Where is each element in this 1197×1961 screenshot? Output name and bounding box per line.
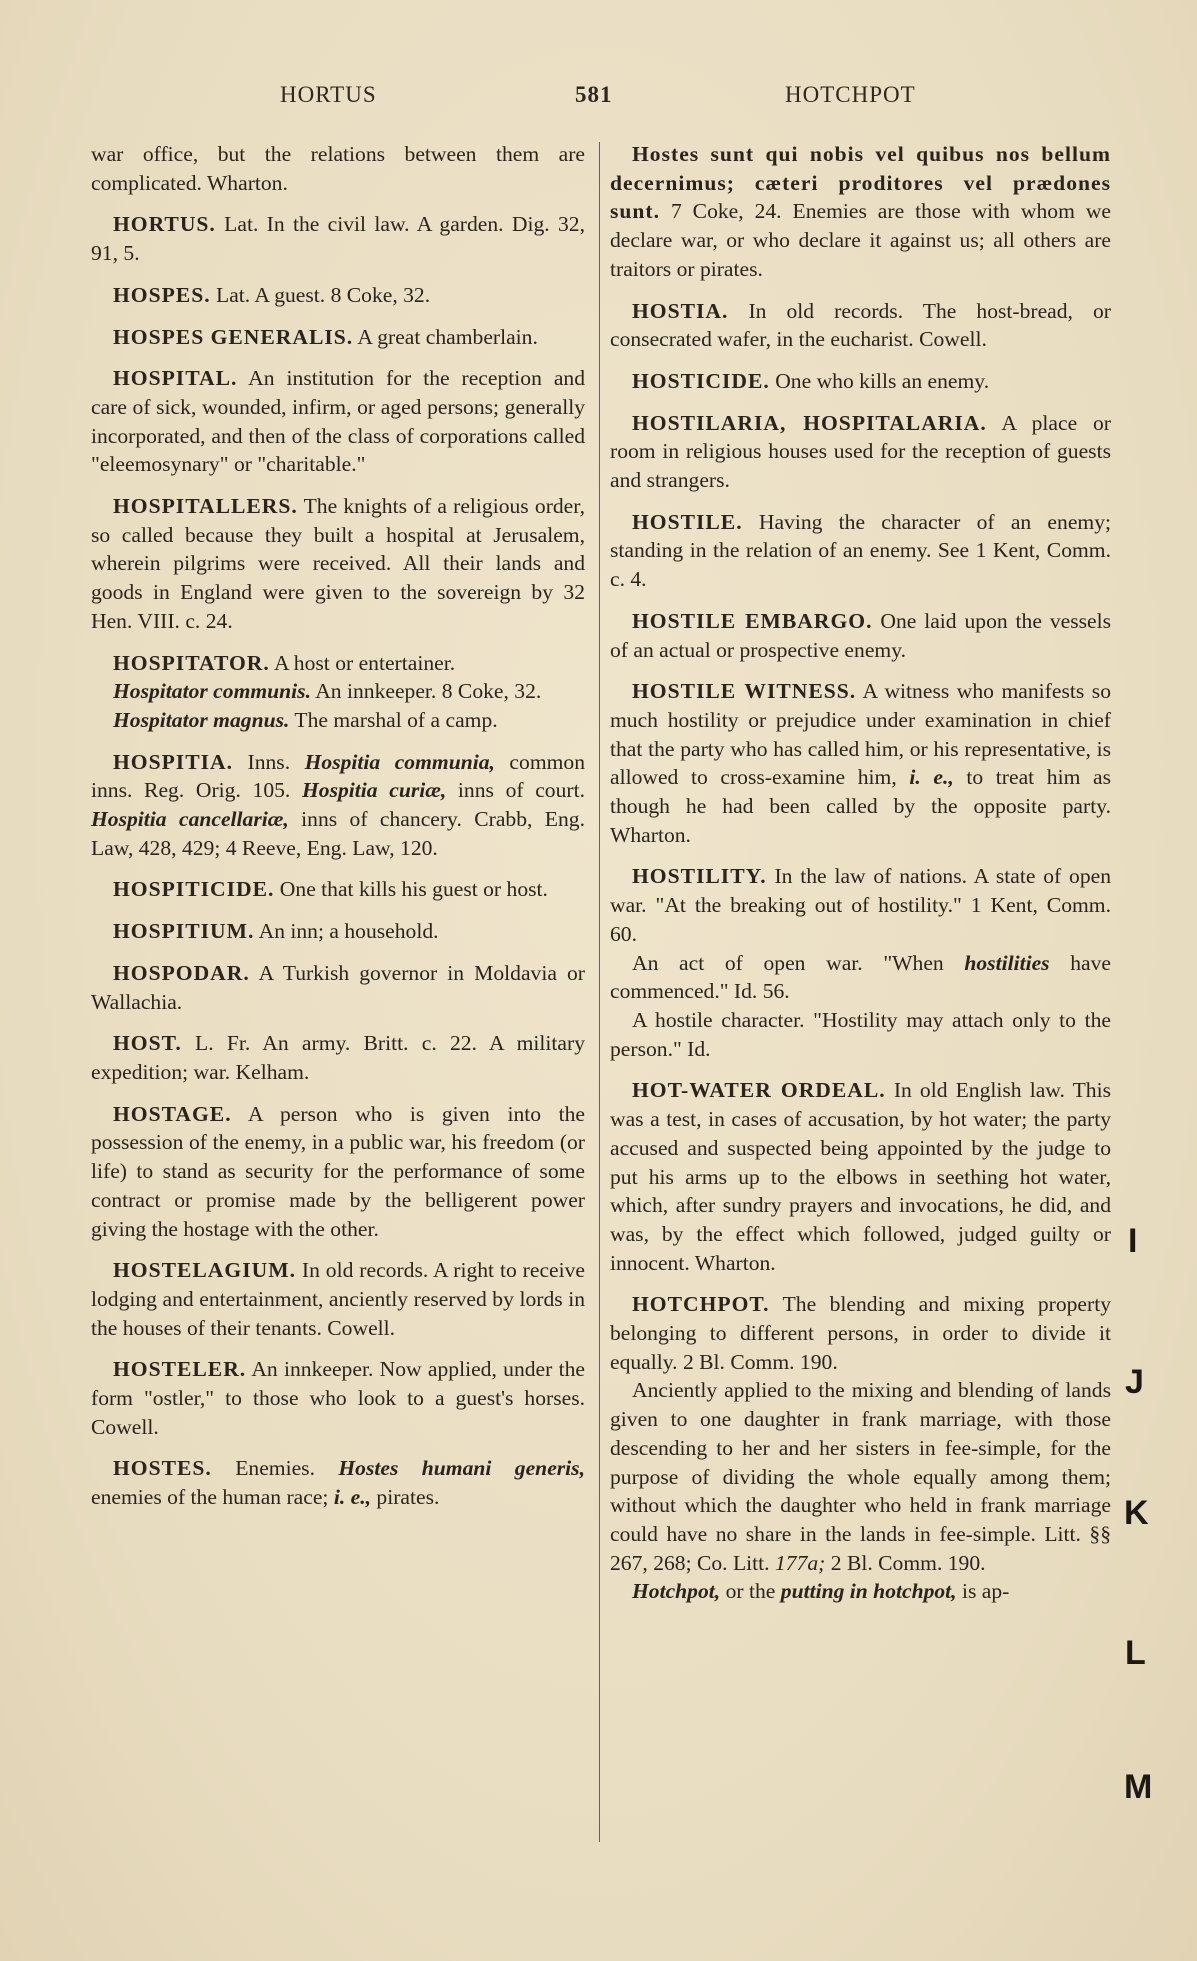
- entry-hosteler: HOSTELER. An innkeeper. Now applied, under the form "ostler," to those who look to a guest's horses. Cowell.: [91, 1357, 585, 1439]
- headword: HOSPES GENERALIS.: [113, 324, 354, 349]
- entry-hospes-generalis: HOSPES GENERALIS. A great chamberlain.: [113, 324, 538, 349]
- headword: HOSPITATOR.: [113, 650, 270, 675]
- entry-hospital: HOSPITAL. An institution for the reception and care of sick, wounded, infirm, or aged persons; generally incorporated, and then of the class of corporations called "eleemosynary" or "charitable.": [91, 366, 585, 477]
- headword: HOSTILITY.: [632, 864, 767, 889]
- entry-hostage: HOSTAGE. A person who is given into the possession of the enemy, in a public war, his freedom (or life) to stand as security for the performance of some contract or promise made by the belligerent power giving the hostage with the other.: [91, 1101, 585, 1241]
- left-column: [91, 140, 585, 1525]
- entry-hostes: HOSTES. Enemies. Hostes humani generis, enemies of the human race; i. e., pirates.: [91, 1456, 585, 1510]
- entry-hortus: HORTUS. Lat. In the civil law. A garden. Dig. 32, 91, 5.: [91, 212, 585, 266]
- entry-hostile-embargo: HOSTILE EMBARGO. One laid upon the vessels of an actual or prospective enemy.: [610, 608, 1111, 662]
- entry-hotchpot: HOTCHPOT. The blending and mixing property belonging to different persons, in order to divide it equally. 2 Bl. Comm. 190. Anciently applied to the mixing and blending of lands given to one daughter in frank marriage, with those descending to her and her sisters in fee-simple, for the purpose of dividing the whole equally among them; without which the daughter who held in frank marriage could have no share in the lands in fee-simple. Litt. §§ 267, 268; Co. Litt. 177a; 2 Bl. Comm. 190. Hotchpot, or the putting in hotchpot, is ap-: [610, 1290, 1111, 1606]
- sub-paragraph: Anciently applied to the mixing and blending of lands given to one daughter in frank marriage, with those descending to her and her sisters in fee-simple, for the purpose of dividing the whole equally among them; without which the daughter who held in frank marriage could have no share in the lands in fee-simple. Litt. §§ 267, 268; Co. Litt. 177a; 2 Bl. Comm. 190.: [610, 1378, 1111, 1575]
- headword: HOSPES.: [113, 282, 211, 307]
- page-number: 581: [575, 82, 613, 107]
- sub-entry: Hospitator communis. An innkeeper. 8 Coke, 32.: [113, 679, 542, 704]
- entry-hostile: HOSTILE. Having the character of an enemy; standing in the relation of an enemy. See 1 Kent, Comm. c. 4.: [610, 509, 1111, 592]
- entry-hospiticide: HOSPITICIDE. One that kills his guest or host.: [113, 877, 548, 902]
- headword: HOSTILARIA, HOSPITALARIA.: [632, 410, 987, 435]
- thumb-index-letter-k: K: [1124, 1494, 1149, 1532]
- headword: HOSPITICIDE.: [113, 877, 275, 902]
- headword: HOSTICIDE.: [632, 368, 770, 393]
- running-header: [90, 82, 1100, 114]
- entry-host: HOST. L. Fr. An army. Britt. c. 22. A military expedition; war. Kelham.: [91, 1031, 585, 1084]
- thumb-index-letter-l: L: [1125, 1634, 1146, 1672]
- entry-hostia: HOSTIA. In old records. The host-bread, or consecrated wafer, in the eucharist. Cowell.: [610, 298, 1111, 352]
- sub-paragraph: A hostile character. "Hostility may attach only to the person." Id.: [610, 1007, 1111, 1061]
- headword: HOSTELER.: [113, 1357, 247, 1382]
- headword: HOSTES.: [113, 1456, 212, 1481]
- entry-hostilaria: HOSTILARIA, HOSPITALARIA. A place or room in religious houses used for the reception of guests and strangers.: [610, 410, 1111, 493]
- headword: HOTCHPOT.: [632, 1292, 770, 1317]
- sub-entry: Hospitator magnus. The marshal of a camp.: [113, 707, 498, 732]
- headword: HOSPITIA.: [113, 749, 233, 774]
- headword: HOSPITIUM.: [113, 919, 255, 944]
- entry-continuation: war office, but the relations between them are complicated. Wharton.: [91, 142, 585, 195]
- headword: HOSTILE EMBARGO.: [632, 608, 873, 633]
- thumb-index-letter-j: J: [1125, 1363, 1144, 1401]
- header-left-guide-word: HORTUS: [280, 82, 377, 107]
- maxim-text: Hostes sunt qui nobis vel quibus nos bellum decernimus; cæteri proditores vel prædones sunt.: [610, 142, 1111, 224]
- thumb-index-letter-m: M: [1124, 1768, 1153, 1806]
- thumb-index-letter-i: I: [1128, 1222, 1138, 1260]
- sub-paragraph: An act of open war. "When hostilities have commenced." Id. 56.: [610, 950, 1111, 1004]
- entry-hostelagium: HOSTELAGIUM. In old records. A right to receive lodging and entertainment, anciently reserved by lords in the houses of their tenants. Cowell.: [91, 1258, 585, 1340]
- right-column: [610, 140, 1111, 1619]
- entry-hospitator: HOSPITATOR. A host or entertainer. Hospitator communis. An innkeeper. 8 Coke, 32. Hospitator magnus. The marshal of a camp.: [91, 649, 585, 735]
- headword: HOSPODAR.: [113, 960, 250, 985]
- header-right-guide-word: HOTCHPOT: [785, 82, 916, 107]
- column-divider: [599, 142, 600, 1842]
- entry-maxim: Hostes sunt qui nobis vel quibus nos bellum decernimus; cæteri proditores vel prædones sunt. 7 Coke, 24. Enemies are those with whom we declare war, or who declare it against us; all others are traitors or pirates.: [610, 142, 1111, 281]
- entry-hostility: HOSTILITY. In the law of nations. A state of open war. "At the breaking out of hostility." 1 Kent, Comm. 60. An act of open war. "When hostilities have commenced." Id. 56. A hostile character. "Hostility may attach only to the person." Id.: [610, 862, 1111, 1063]
- entry-hospodar: HOSPODAR. A Turkish governor in Moldavia or Wallachia.: [91, 960, 585, 1014]
- entry-hosticide: HOSTICIDE. One who kills an enemy.: [632, 368, 990, 393]
- headword: HOSTILE.: [632, 509, 743, 534]
- sub-paragraph: Hotchpot, or the putting in hotchpot, is ap-: [632, 1579, 1010, 1604]
- entry-hospitallers: HOSPITALLERS. The knights of a religious order, so called because they built a hospital at Jerusalem, wherein pilgrims were received. All their lands and goods in England were given to the sovereign by 32 Hen. VIII. c. 24.: [91, 494, 585, 633]
- entry-hospitia: HOSPITIA. Inns. Hospitia communia, common inns. Reg. Orig. 105. Hospitia curiæ, inns of court. Hospitia cancellariæ, inns of chancery. Crabb, Eng. Law, 428, 429; 4 Reeve, Eng. Law, 120.: [91, 749, 586, 860]
- headword: HOSTIA.: [632, 298, 729, 323]
- headword: HORTUS.: [113, 212, 216, 237]
- headword: HOT-WATER ORDEAL.: [632, 1078, 886, 1103]
- headword: HOST.: [113, 1031, 182, 1056]
- entry-hospes: HOSPES. Lat. A guest. 8 Coke, 32.: [113, 282, 431, 307]
- entry-hot-water-ordeal: HOT-WATER ORDEAL. In old English law. This was a test, in cases of accusation, by hot water; the party accused and suspected being appointed by the judge to put his arms up to the elbows in seething hot water, which, after sundry prayers and invocations, he did, and was, by the effect which followed, judged guilty or innocent. Wharton.: [610, 1078, 1112, 1275]
- headword: HOSPITALLERS.: [113, 494, 298, 519]
- headword: HOSPITAL.: [113, 366, 238, 391]
- headword: HOSTAGE.: [113, 1101, 232, 1126]
- entry-hospitium: HOSPITIUM. An inn; a household.: [113, 919, 439, 944]
- headword: HOSTELAGIUM.: [113, 1258, 296, 1283]
- headword: HOSTILE WITNESS.: [632, 679, 857, 704]
- entry-hostile-witness: HOSTILE WITNESS. A witness who manifests so much hostility or prejudice under examination in chief that the party who has called him, or his representative, is allowed to cross-examine him, i. e., to treat him as though he had been called by the opposite party. Wharton.: [610, 679, 1111, 847]
